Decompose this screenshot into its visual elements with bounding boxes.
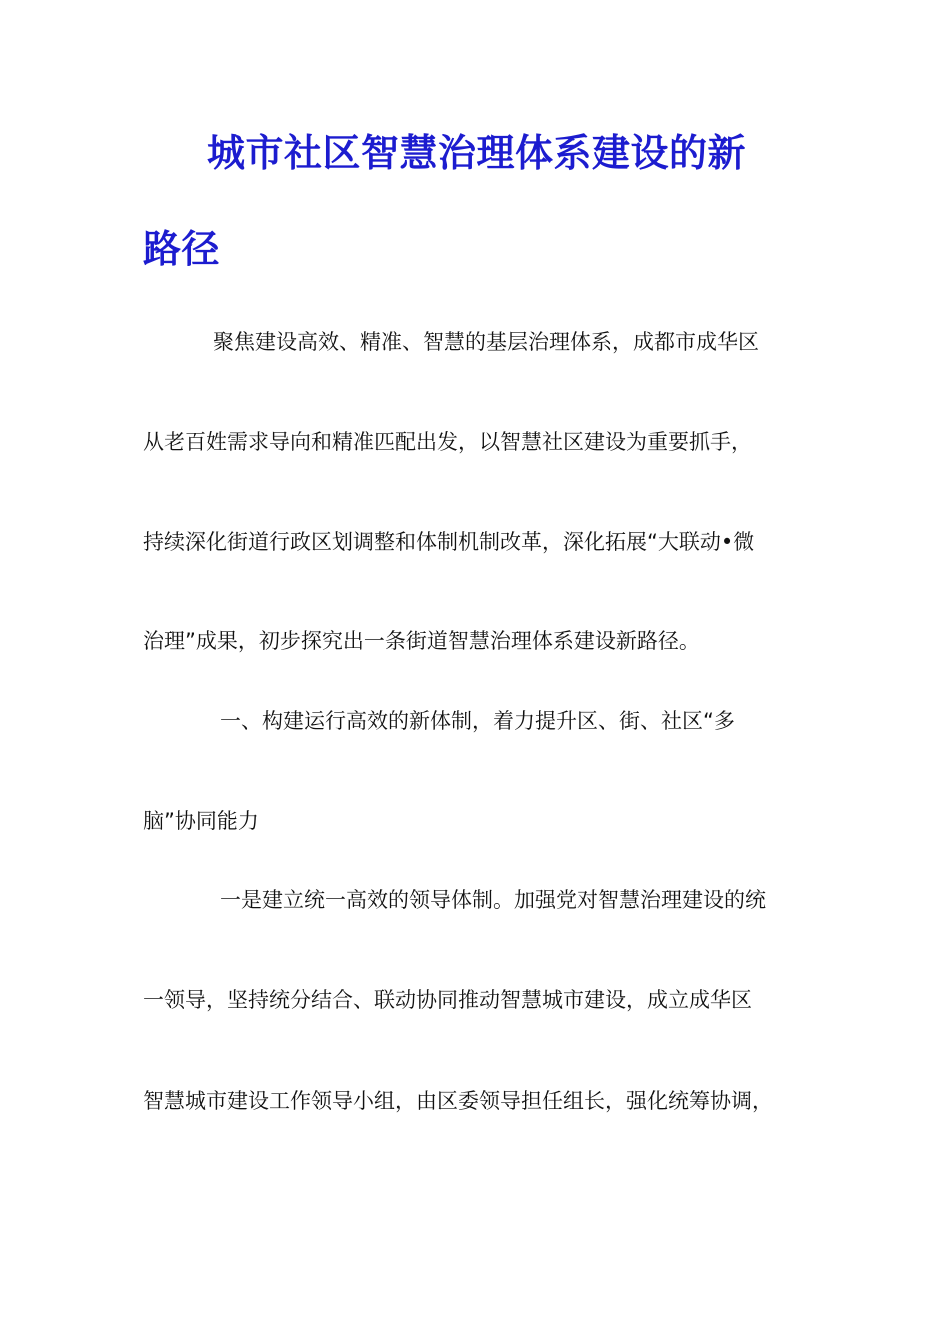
section-heading-line-1: 一、构建运行高效的新体制，着力提升区、街、社区“多	[220, 709, 735, 733]
paragraph-3-line-3: 智慧城市建设工作领导小组，由区委领导担任组长，强化统筹协调，	[143, 1089, 773, 1113]
paragraph-1-line-1: 聚焦建设高效、精准、智慧的基层治理体系，成都市成华区	[213, 330, 759, 354]
document-title-line-2: 路径	[143, 226, 221, 271]
section-heading-line-2: 脑”协同能力	[143, 809, 259, 833]
paragraph-1-line-4: 治理”成果，初步探究出一条街道智慧治理体系建设新路径。	[143, 629, 700, 653]
paragraph-3-line-1: 一是建立统一高效的领导体制。加强党对智慧治理建设的统	[220, 888, 766, 912]
paragraph-1-line-2: 从老百姓需求导向和精准匹配出发，以智慧社区建设为重要抓手，	[143, 430, 752, 454]
document-title-line-1: 城市社区智慧治理体系建设的新	[207, 130, 747, 175]
paragraph-1-line-3: 持续深化街道行政区划调整和体制机制改革，深化拓展“大联动•微	[143, 530, 755, 554]
paragraph-3-line-2: 一领导，坚持统分结合、联动协同推动智慧城市建设，成立成华区	[143, 988, 752, 1012]
